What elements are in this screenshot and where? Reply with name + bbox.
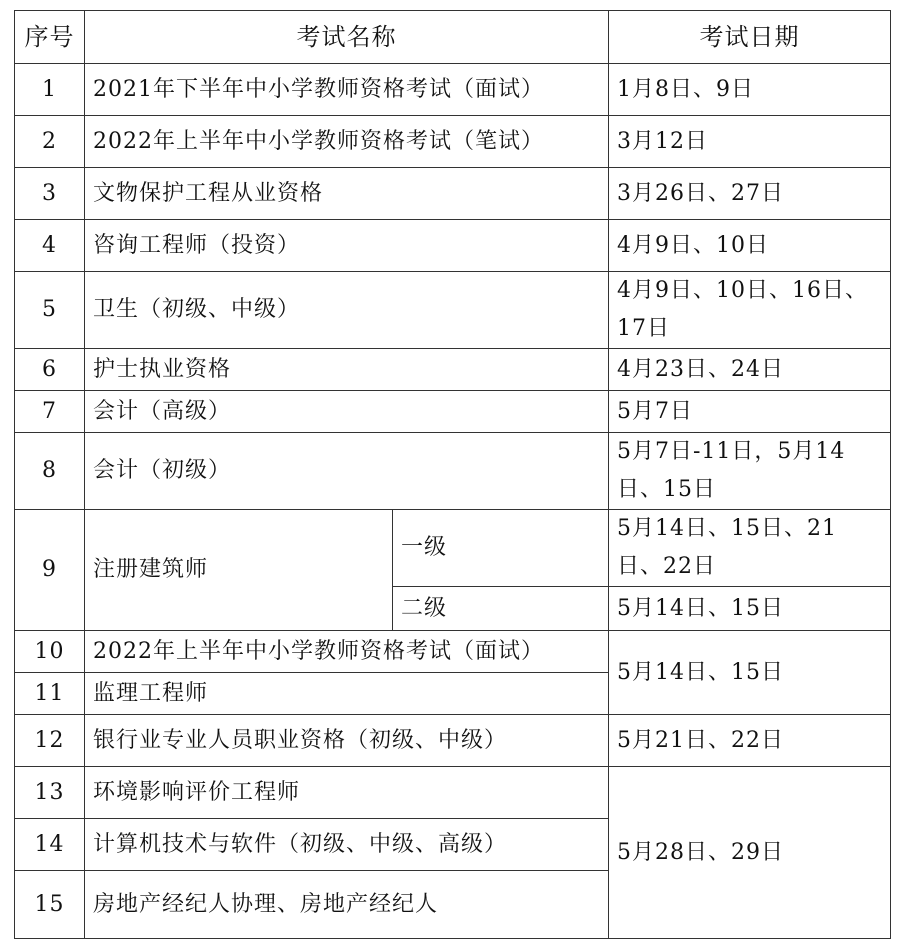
table-row — [15, 767, 891, 819]
exam-date: 5月7日-11日，5月14日、15日 — [609, 433, 891, 510]
exam-name: 银行业专业人员职业资格（初级、中级） — [85, 715, 609, 767]
row-no: 12 — [15, 715, 85, 767]
exam-name: 会计（初级） — [85, 433, 609, 510]
table-row — [15, 64, 891, 116]
exam-name: 卫生（初级、中级） — [85, 272, 609, 349]
row-no: 3 — [15, 168, 85, 220]
exam-schedule — [14, 10, 891, 939]
row-no: 14 — [15, 819, 85, 871]
exam-name: 2021年下半年中小学教师资格考试（面试） — [85, 64, 609, 116]
exam-date: 5月28日、29日 — [609, 767, 891, 939]
header-row — [15, 11, 891, 64]
exam-date: 5月21日、22日 — [609, 715, 891, 767]
exam-date: 3月12日 — [609, 116, 891, 168]
exam-date: 5月7日 — [609, 391, 891, 433]
table-row — [15, 116, 891, 168]
table-row — [15, 433, 891, 510]
exam-date: 5月14日、15日 — [609, 631, 891, 715]
exam-name: 监理工程师 — [85, 673, 609, 715]
exam-schedule-table — [14, 10, 891, 939]
exam-name: 2022年上半年中小学教师资格考试（笔试） — [85, 116, 609, 168]
exam-name: 注册建筑师 — [85, 510, 393, 631]
table-row — [15, 510, 891, 587]
exam-date: 5月14日、15日、21日、22日 — [609, 510, 891, 587]
exam-date: 5月14日、15日 — [609, 587, 891, 631]
table-row — [15, 272, 891, 349]
row-no: 15 — [15, 871, 85, 939]
exam-name: 2022年上半年中小学教师资格考试（面试） — [85, 631, 609, 673]
exam-date: 4月9日、10日、16日、17日 — [609, 272, 891, 349]
header-no: 序号 — [15, 11, 85, 64]
table-row — [15, 391, 891, 433]
row-no: 9 — [15, 510, 85, 631]
row-no: 6 — [15, 349, 85, 391]
header-name: 考试名称 — [85, 11, 609, 64]
row-no: 1 — [15, 64, 85, 116]
exam-date: 3月26日、27日 — [609, 168, 891, 220]
exam-name: 护士执业资格 — [85, 349, 609, 391]
row-no: 7 — [15, 391, 85, 433]
row-no: 2 — [15, 116, 85, 168]
exam-name: 环境影响评价工程师 — [85, 767, 609, 819]
table-row — [15, 631, 891, 673]
exam-name: 会计（高级） — [85, 391, 609, 433]
exam-level: 二级 — [393, 587, 609, 631]
row-no: 4 — [15, 220, 85, 272]
row-no: 13 — [15, 767, 85, 819]
exam-date: 4月23日、24日 — [609, 349, 891, 391]
exam-level: 一级 — [393, 510, 609, 587]
row-no: 8 — [15, 433, 85, 510]
table-row — [15, 349, 891, 391]
exam-date: 4月9日、10日 — [609, 220, 891, 272]
exam-date: 1月8日、9日 — [609, 64, 891, 116]
exam-name: 房地产经纪人协理、房地产经纪人 — [85, 871, 609, 939]
header-date: 考试日期 — [609, 11, 891, 64]
row-no: 10 — [15, 631, 85, 673]
exam-name: 咨询工程师（投资） — [85, 220, 609, 272]
exam-name: 文物保护工程从业资格 — [85, 168, 609, 220]
row-no: 5 — [15, 272, 85, 349]
row-no: 11 — [15, 673, 85, 715]
exam-name: 计算机技术与软件（初级、中级、高级） — [85, 819, 609, 871]
table-row — [15, 715, 891, 767]
table-row — [15, 168, 891, 220]
table-row — [15, 220, 891, 272]
